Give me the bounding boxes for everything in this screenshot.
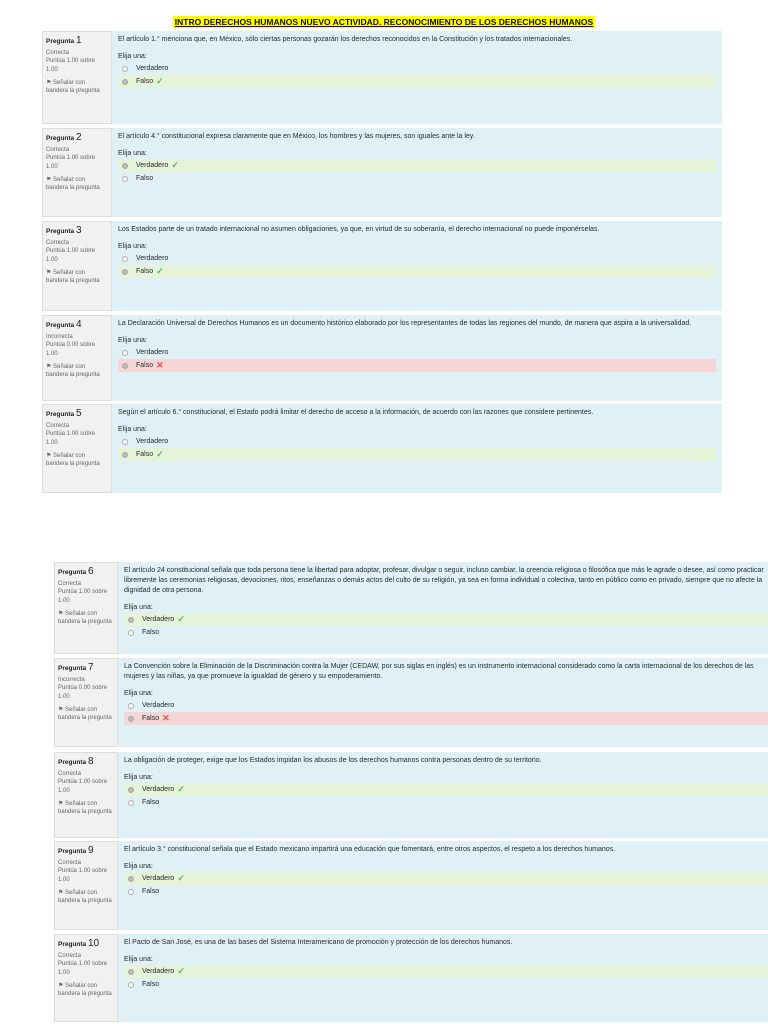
answer-label: Verdadero (136, 65, 169, 73)
radio-button[interactable] (122, 439, 128, 445)
question-block (54, 841, 768, 930)
answer-option[interactable] (124, 712, 768, 725)
answer-label: Verdadero (136, 255, 169, 263)
question-text: El artículo 4.° constitucional expresa claramente que en México, los hombres y las mujeres, son iguales ante la ley. (118, 133, 475, 140)
question-text: El artículo 3.° constitucional señala que el Estado mexicano impartirá una educación que fomentará, entre otros aspectos, el respeto a los derechos humanos. (124, 846, 616, 853)
question-label (58, 937, 114, 952)
question-info (42, 128, 112, 217)
question-word: Pregunta (46, 322, 75, 329)
question-points: Puntúa 1.00 sobre 1.00 (58, 779, 108, 794)
answer-label: Falso (142, 981, 160, 989)
question-text: El artículo 1.° menciona que, en México, sólo ciertas personas gozarán los derechos reconocidos en la Constitución y los tratados internacionales. (118, 36, 573, 43)
question-text: El Pacto de San José, es una de las bases del Sistema Interamericano de promoción y protección de los derechos humanos. (124, 939, 513, 946)
question-content (112, 221, 722, 311)
answer-prompt: Elija una: (124, 690, 153, 698)
page-title-wrap (0, 12, 768, 30)
flag-label: Señalar con bandera la pregunta (46, 176, 100, 192)
question-content (112, 128, 722, 217)
question-points: Puntúa 1.00 sobre 1.00 (46, 248, 96, 263)
question-block (42, 31, 722, 124)
question-block (54, 752, 768, 838)
flag-icon: ⚑ (58, 889, 66, 896)
question-points: Puntúa 1.00 sobre 1.00 (46, 431, 96, 446)
radio-button[interactable] (122, 363, 128, 369)
flag-label: Señalar con bandera la pregunta (58, 800, 112, 816)
check-icon: ✓ (156, 449, 164, 460)
answer-label: Falso (136, 451, 154, 459)
radio-button[interactable] (122, 176, 128, 182)
answer-option[interactable] (118, 172, 716, 185)
question-word: Pregunta (58, 569, 87, 576)
question-label (58, 755, 114, 770)
question-block (42, 315, 722, 401)
answer-label: Falso (136, 78, 154, 86)
question-number: 9 (87, 845, 94, 856)
answer-option[interactable] (118, 265, 716, 278)
question-word: Pregunta (46, 228, 75, 235)
flag-icon: ⚑ (46, 269, 54, 276)
question-number: 1 (75, 35, 82, 46)
answer-label: Verdadero (142, 875, 175, 883)
radio-button[interactable] (122, 269, 128, 275)
question-number: 8 (87, 756, 94, 767)
question-word: Pregunta (58, 759, 87, 766)
answer-label: Verdadero (142, 786, 175, 794)
question-block (42, 404, 722, 493)
check-icon: ✓ (177, 873, 185, 884)
flag-icon: ⚑ (46, 176, 54, 183)
flag-icon: ⚑ (46, 363, 54, 370)
flag-icon: ⚑ (46, 79, 54, 86)
check-icon: ✓ (177, 614, 185, 625)
question-label (46, 34, 108, 49)
question-status: Correcta (46, 146, 70, 153)
question-content (112, 315, 722, 401)
answer-prompt: Elija una: (118, 426, 147, 434)
flag-label: Señalar con bandera la pregunta (46, 363, 100, 379)
radio-button[interactable] (122, 452, 128, 458)
question-info (54, 841, 118, 930)
question-info (54, 934, 118, 1022)
answer-label: Falso (136, 268, 154, 276)
answer-option[interactable] (118, 75, 716, 88)
answer-prompt: Elija una: (124, 774, 153, 782)
question-info (42, 31, 112, 124)
question-status: Correcta (46, 422, 70, 429)
flag-icon: ⚑ (58, 800, 66, 807)
question-points: Puntúa 1.00 sobre 1.00 (58, 868, 108, 883)
answer-option[interactable] (124, 965, 768, 978)
answer-label: Verdadero (142, 616, 175, 624)
question-word: Pregunta (46, 38, 75, 45)
check-icon: ✓ (177, 966, 185, 977)
flag-question-link[interactable] (46, 79, 108, 96)
check-icon: ✓ (156, 76, 164, 87)
cross-icon: ✕ (156, 360, 164, 371)
question-status: Correcta (58, 952, 82, 959)
check-icon: ✓ (171, 160, 179, 171)
answer-label: Falso (136, 362, 154, 370)
question-status: Correcta (58, 859, 82, 866)
question-content (118, 934, 768, 1022)
question-status: Correcta (46, 239, 70, 246)
question-label (46, 224, 108, 239)
question-text: La Declaración Universal de Derechos Humanos es un documento histórico elaborado por los representantes de todas las regiones del mundo, de manera que aspira a la universalidad. (118, 320, 692, 327)
question-info (54, 562, 118, 654)
cross-icon: ✕ (162, 713, 170, 724)
question-points: Puntúa 1.00 sobre 1.00 (58, 961, 108, 976)
question-status: Incorrecta (58, 676, 85, 683)
answer-option[interactable] (124, 885, 768, 898)
question-label (58, 565, 114, 580)
question-word: Pregunta (58, 665, 87, 672)
answer-label: Falso (142, 629, 160, 637)
question-word: Pregunta (58, 941, 87, 948)
question-status: Correcta (46, 49, 70, 56)
question-text: La Convención sobre la Eliminación de la Discriminación contra la Mujer (CEDAW, por sus siglas en inglés) es un instrumento internacional considerado como la carta internacional de los derechos de las mujeres y las niñas, ya que promueve la igualdad de género y su empoderamiento. (124, 663, 754, 681)
flag-question-link[interactable] (46, 452, 108, 469)
radio-button[interactable] (128, 787, 134, 793)
question-points: Puntúa 0.00 sobre 1.00 (58, 685, 108, 700)
question-text: Según el artículo 6.° constitucional, el Estado podrá limitar el derecho de acceso a la información, de acuerdo con las razones que considere pertinentes. (118, 409, 594, 416)
answer-label: Falso (142, 799, 160, 807)
answer-label: Falso (142, 888, 160, 896)
question-content (118, 562, 768, 654)
question-word: Pregunta (46, 411, 75, 418)
question-number: 2 (75, 132, 82, 143)
flag-question-link[interactable] (58, 706, 114, 723)
answer-option[interactable] (124, 626, 768, 639)
question-points: Puntúa 1.00 sobre 1.00 (46, 58, 96, 73)
question-block (54, 562, 768, 654)
question-content (112, 31, 722, 124)
question-label (58, 844, 114, 859)
answer-option[interactable] (118, 359, 716, 372)
answer-label: Falso (136, 175, 154, 183)
answer-option[interactable] (118, 62, 716, 75)
answer-label: Verdadero (136, 162, 169, 170)
radio-button[interactable] (128, 800, 134, 806)
flag-question-link[interactable] (46, 363, 108, 380)
answer-option[interactable] (124, 699, 768, 712)
answer-option[interactable] (118, 448, 716, 461)
answer-prompt: Elija una: (118, 150, 147, 158)
flag-question-link[interactable] (58, 889, 114, 906)
flag-label: Señalar con bandera la pregunta (58, 982, 112, 998)
answer-prompt: Elija una: (118, 243, 147, 251)
flag-icon: ⚑ (58, 706, 66, 713)
question-number: 3 (75, 225, 82, 236)
question-points: Puntúa 0.00 sobre 1.00 (46, 342, 96, 357)
question-number: 4 (75, 319, 82, 330)
question-info (42, 221, 112, 311)
flag-icon: ⚑ (58, 982, 66, 989)
answer-option[interactable] (118, 435, 716, 448)
flag-icon: ⚑ (46, 452, 54, 459)
question-text: La obligación de proteger, exige que los Estados impidan los abusos de los derechos humanos contra personas dentro de su territorio. (124, 757, 542, 764)
answer-option[interactable] (118, 252, 716, 265)
radio-button[interactable] (128, 876, 134, 882)
question-status: Correcta (58, 770, 82, 777)
question-label (46, 407, 108, 422)
answer-option[interactable] (124, 613, 768, 626)
question-content (118, 841, 768, 930)
question-points: Puntúa 1.00 sobre 1.00 (46, 155, 96, 170)
answer-option[interactable] (124, 796, 768, 809)
flag-question-link[interactable] (58, 800, 114, 817)
radio-button[interactable] (122, 66, 128, 72)
question-status: Correcta (58, 580, 82, 587)
answer-label: Falso (142, 715, 160, 723)
radio-button[interactable] (128, 630, 134, 636)
question-label (46, 131, 108, 146)
answer-label: Verdadero (142, 702, 175, 710)
answer-label: Verdadero (142, 968, 175, 976)
radio-button[interactable] (128, 982, 134, 988)
question-label (46, 318, 108, 333)
flag-label: Señalar con bandera la pregunta (46, 269, 100, 285)
radio-button[interactable] (122, 79, 128, 85)
answer-option[interactable] (124, 978, 768, 991)
question-number: 5 (75, 408, 82, 419)
page-title: INTRO DERECHOS HUMANOS NUEVO ACTIVIDAD. RECONOCIMIENTO DE LOS DERECHOS HUMANOS (174, 17, 594, 27)
question-number: 7 (87, 662, 94, 673)
question-info (42, 404, 112, 493)
radio-button[interactable] (122, 350, 128, 356)
radio-button[interactable] (128, 716, 134, 722)
radio-button[interactable] (128, 703, 134, 709)
answer-prompt: Elija una: (124, 956, 153, 964)
radio-button[interactable] (122, 256, 128, 262)
radio-button[interactable] (128, 889, 134, 895)
flag-label: Señalar con bandera la pregunta (58, 706, 112, 722)
flag-label: Señalar con bandera la pregunta (46, 79, 100, 95)
radio-button[interactable] (128, 969, 134, 975)
question-block (54, 658, 768, 747)
question-block (54, 934, 768, 1022)
flag-label: Señalar con bandera la pregunta (58, 889, 112, 905)
check-icon: ✓ (156, 266, 164, 277)
question-info (54, 658, 118, 747)
flag-label: Señalar con bandera la pregunta (58, 610, 112, 626)
flag-label: Señalar con bandera la pregunta (46, 452, 100, 468)
radio-button[interactable] (128, 617, 134, 623)
answer-label: Verdadero (136, 438, 169, 446)
question-label (58, 661, 114, 676)
question-content (112, 404, 722, 493)
flag-question-link[interactable] (58, 610, 114, 627)
flag-question-link[interactable] (46, 176, 108, 193)
question-info (54, 752, 118, 838)
question-text: Los Estados parte de un tratado internacional no asumen obligaciones, ya que, en virtud de su soberanía, el derecho internacional no puede imponérselas. (118, 226, 600, 233)
question-content (118, 658, 768, 747)
question-block (42, 128, 722, 217)
question-number: 10 (87, 938, 100, 949)
radio-button[interactable] (122, 163, 128, 169)
flag-question-link[interactable] (58, 982, 114, 999)
answer-label: Verdadero (136, 349, 169, 357)
answer-prompt: Elija una: (124, 604, 153, 612)
answer-prompt: Elija una: (118, 337, 147, 345)
question-word: Pregunta (46, 135, 75, 142)
answer-prompt: Elija una: (118, 53, 147, 61)
question-text: El artículo 24 constitucional señala que toda persona tiene la libertad para adoptar, profesar, divulgar o seguir, incluso cambiar, la creencia religiosa o filosófica que más le agrade o desee, así como practicar libremente las ceremonias religiosas, devociones, ritos, enseñanzas o demás actos del culto de su religión, ya sea en forma individual o colectiva, tanto en público como en privado, siempre que no afecte la dignidad de otra persona. (124, 567, 764, 595)
answer-option[interactable] (124, 783, 768, 796)
flag-question-link[interactable] (46, 269, 108, 286)
question-number: 6 (87, 566, 94, 577)
answer-prompt: Elija una: (124, 863, 153, 871)
question-word: Pregunta (58, 848, 87, 855)
question-info (42, 315, 112, 401)
answer-option[interactable] (118, 346, 716, 359)
question-status: Incorrecta (46, 333, 73, 340)
answer-option[interactable] (124, 872, 768, 885)
check-icon: ✓ (177, 784, 185, 795)
question-block (42, 221, 722, 311)
flag-icon: ⚑ (58, 610, 66, 617)
answer-option[interactable] (118, 159, 716, 172)
question-points: Puntúa 1.00 sobre 1.00 (58, 589, 108, 604)
question-content (118, 752, 768, 838)
